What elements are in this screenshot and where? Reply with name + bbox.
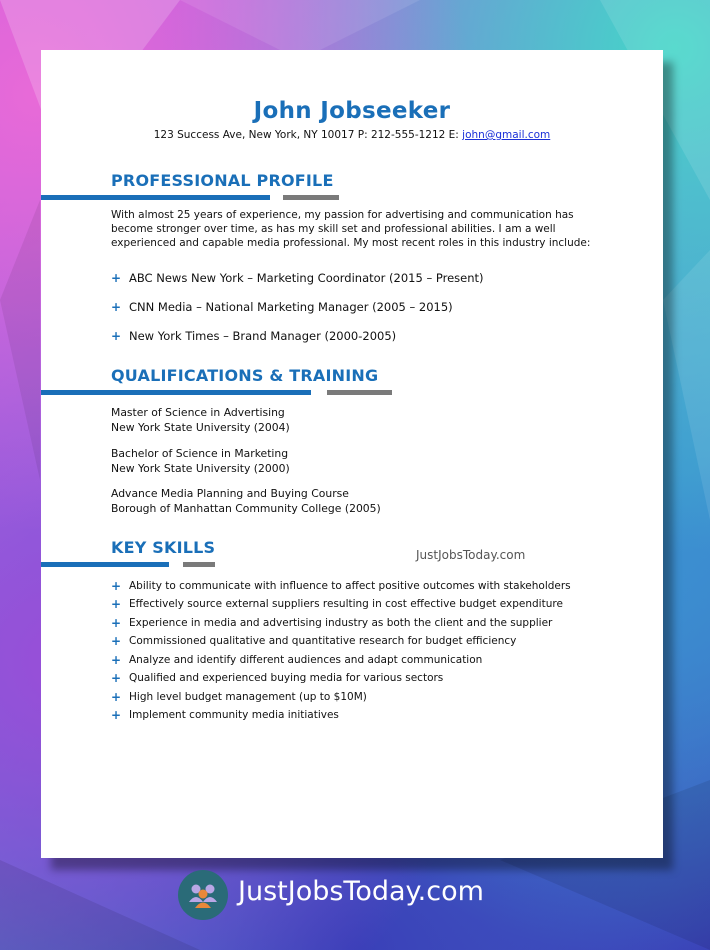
qualification-item [111, 486, 381, 516]
profile-divider-blue [41, 195, 270, 200]
profile-divider-gray [283, 195, 339, 200]
people-icon [186, 878, 220, 912]
qualification-title: Bachelor of Science in Marketing [111, 447, 289, 460]
skill-text: Implement community media initiatives [129, 709, 339, 721]
plus-icon: + [111, 329, 122, 343]
qualification-item [111, 405, 290, 435]
brand-logo-icon [178, 870, 228, 920]
profile-paragraph: With almost 25 years of experience, my passion for advertising and communication has become stronger over time, as has my skill set and professional abilities. I am a well experienced and capable media professional. My most recent roles in this industry include: [111, 209, 591, 249]
skill-item [111, 634, 516, 648]
skill-text: Analyze and identify different audiences and adapt communication [129, 654, 483, 666]
qualification-item [111, 446, 290, 476]
role-text: New York Times – Brand Manager (2000-2005) [129, 329, 397, 343]
skill-item [111, 579, 571, 593]
qualification-title: Master of Science in Advertising [111, 406, 285, 419]
plus-icon: + [111, 616, 122, 630]
resume-name: John Jobseeker [253, 98, 451, 124]
skill-text: Ability to communicate with influence to affect positive outcomes with stakeholders [129, 580, 571, 592]
skill-text: Qualified and experienced buying media for various sectors [129, 672, 444, 684]
skill-text: Effectively source external suppliers resulting in cost effective budget expenditure [129, 598, 563, 610]
skills-heading: KEY SKILLS [111, 538, 216, 557]
contact-line [41, 129, 663, 141]
qualifications-divider-blue [41, 390, 311, 395]
plus-icon: + [111, 579, 122, 593]
role-text: CNN Media – National Marketing Manager (2005 – 2015) [129, 300, 453, 314]
skill-item [111, 671, 443, 685]
role-item [111, 300, 453, 314]
qualifications-divider-gray [327, 390, 392, 395]
skill-item [111, 616, 552, 630]
skill-text: Commissioned qualitative and quantitative research for budget efficiency [129, 635, 517, 647]
skill-item [111, 690, 367, 704]
qualifications-heading: QUALIFICATIONS & TRAINING [111, 366, 379, 385]
skill-text: Experience in media and advertising industry as both the client and the supplier [129, 617, 553, 629]
contact-details: 123 Success Ave, New York, NY 10017 P: 212-555-1212 E: [153, 129, 463, 141]
qualification-school: New York State University (2000) [111, 462, 290, 475]
plus-icon: + [111, 671, 122, 685]
qualification-school: New York State University (2004) [111, 421, 290, 434]
profile-heading: PROFESSIONAL PROFILE [111, 171, 334, 190]
plus-icon: + [111, 690, 122, 704]
plus-icon: + [111, 300, 122, 314]
resume-page [41, 50, 663, 858]
qualification-title: Advance Media Planning and Buying Course [111, 487, 349, 500]
plus-icon: + [111, 653, 122, 667]
email-link[interactable]: john@gmail.com [462, 129, 551, 141]
watermark: JustJobsToday.com [416, 548, 526, 562]
skill-item [111, 653, 482, 667]
plus-icon: + [111, 634, 122, 648]
plus-icon: + [111, 271, 122, 285]
skills-divider-gray [183, 562, 215, 567]
skills-divider-blue [41, 562, 169, 567]
role-item [111, 329, 396, 343]
qualification-school: Borough of Manhattan Community College (2005) [111, 502, 381, 515]
role-text: ABC News New York – Marketing Coordinator (2015 – Present) [129, 271, 484, 285]
skill-item [111, 597, 563, 611]
skill-text: High level budget management (up to $10M) [129, 691, 367, 703]
plus-icon: + [111, 708, 122, 722]
plus-icon: + [111, 597, 122, 611]
role-item [111, 271, 484, 285]
footer-brand[interactable]: JustJobsToday.com [238, 876, 484, 907]
skill-item [111, 708, 339, 722]
